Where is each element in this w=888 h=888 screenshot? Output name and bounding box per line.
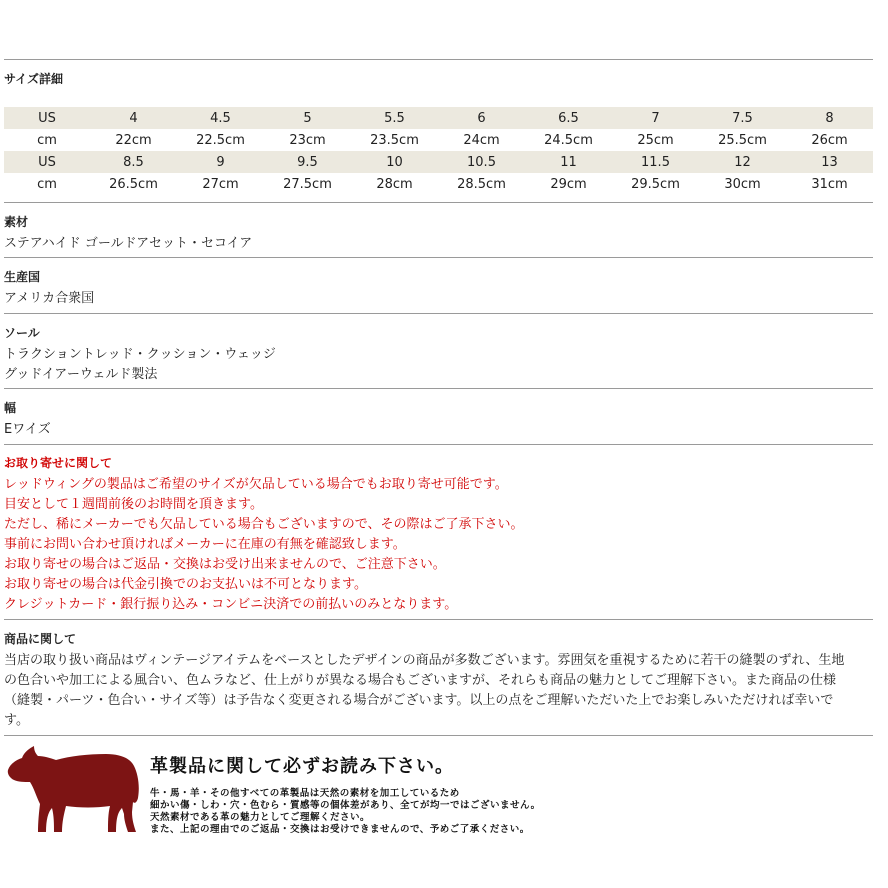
table-cell: 11.5 bbox=[612, 151, 699, 173]
divider bbox=[4, 619, 873, 620]
table-cell: 7.5 bbox=[699, 107, 786, 129]
order-line: お取り寄せの場合はご返品・交換はお受け出来ませんので、ご注意下さい。 bbox=[4, 557, 446, 572]
order-line: ただし、稀にメーカーでも欠品している場合もございますので、その際はご了承下さい。 bbox=[4, 517, 524, 532]
table-cell: 8 bbox=[786, 107, 873, 129]
table-row bbox=[4, 129, 873, 151]
product-line: 当店の取り扱い商品はヴィンテージアイテムをベースとしたデザインの商品が多数ございます。雰囲気を重視するために若干の縫製のずれ、生地 bbox=[4, 653, 845, 668]
table-cell: 9 bbox=[177, 151, 264, 173]
sole-line: グッドイアーウェルド製法 bbox=[4, 367, 158, 382]
table-cell: 27.5cm bbox=[283, 176, 332, 192]
sole-heading: ソール bbox=[4, 326, 40, 340]
table-cell: 4 bbox=[90, 107, 177, 129]
order-line: お取り寄せの場合は代金引換でのお支払いは不可となります。 bbox=[4, 577, 367, 592]
divider bbox=[4, 202, 873, 203]
material-value: ステアハイド ゴールドアセット・セコイア bbox=[4, 236, 253, 251]
table-cell: 26.5cm bbox=[109, 176, 158, 192]
leather-notice-title: 革製品に関して必ずお読み下さい。 bbox=[150, 756, 454, 777]
product-heading: 商品に関して bbox=[4, 632, 77, 646]
table-cell: 13 bbox=[786, 151, 873, 173]
order-line: レッドウィングの製品はご希望のサイズが欠品している場合でもお取り寄せ可能です。 bbox=[4, 477, 508, 492]
origin-value: アメリカ合衆国 bbox=[4, 291, 95, 306]
table-row bbox=[4, 107, 873, 129]
table-cell: 23.5cm bbox=[370, 132, 419, 148]
table-cell: 7 bbox=[612, 107, 699, 129]
leather-notice-line: 牛・馬・羊・その他すべての革製品は天然の素材を加工しているため bbox=[150, 788, 460, 799]
table-cell: 22.5cm bbox=[196, 132, 245, 148]
table-cell: 31cm bbox=[811, 176, 848, 192]
table-cell: 23cm bbox=[289, 132, 326, 148]
table-cell: 24cm bbox=[463, 132, 500, 148]
order-line: 事前にお問い合わせ頂ければメーカーに在庫の有無を確認致します。 bbox=[4, 537, 406, 552]
table-cell: 28cm bbox=[376, 176, 413, 192]
divider bbox=[4, 59, 873, 60]
sole-line: トラクショントレッド・クッション・ウェッジ bbox=[4, 347, 276, 362]
divider bbox=[4, 313, 873, 314]
product-line: の色合いや加工による風合い、色ムラなど、仕上がりが異なる場合もございますが、それらも商品の魅力としてご理解下さい。また商品の仕様 bbox=[4, 673, 837, 688]
order-heading: お取り寄せに関して bbox=[4, 456, 113, 470]
table-cell: 5 bbox=[264, 107, 351, 129]
row-label: US bbox=[4, 107, 90, 129]
divider bbox=[4, 388, 873, 389]
row-label: cm bbox=[37, 132, 57, 148]
table-cell: 11 bbox=[525, 151, 612, 173]
width-value: Eワイズ bbox=[4, 422, 51, 437]
cow-icon bbox=[4, 742, 142, 836]
table-cell: 6 bbox=[438, 107, 525, 129]
table-cell: 6.5 bbox=[525, 107, 612, 129]
table-cell: 27cm bbox=[202, 176, 239, 192]
table-cell: 25cm bbox=[637, 132, 674, 148]
table-cell: 25.5cm bbox=[718, 132, 767, 148]
table-cell: 29cm bbox=[550, 176, 587, 192]
material-heading: 素材 bbox=[4, 215, 29, 229]
table-cell: 10.5 bbox=[438, 151, 525, 173]
size-table bbox=[4, 107, 873, 195]
divider bbox=[4, 735, 873, 736]
product-line: す。 bbox=[4, 713, 29, 728]
table-cell: 28.5cm bbox=[457, 176, 506, 192]
table-cell: 29.5cm bbox=[631, 176, 680, 192]
table-cell: 30cm bbox=[724, 176, 761, 192]
divider bbox=[4, 257, 873, 258]
row-label: cm bbox=[37, 176, 57, 192]
table-row bbox=[4, 173, 873, 195]
leather-notice-line: 天然素材である革の魅力としてご理解ください。 bbox=[150, 812, 371, 823]
origin-heading: 生産国 bbox=[4, 270, 41, 284]
order-line: 目安として１週間前後のお時間を頂きます。 bbox=[4, 497, 263, 512]
table-cell: 10 bbox=[351, 151, 438, 173]
table-cell: 8.5 bbox=[90, 151, 177, 173]
table-cell: 9.5 bbox=[264, 151, 351, 173]
leather-notice-line: また、上記の理由でのご返品・交換はお受けできませんので、予めご了承ください。 bbox=[150, 824, 530, 835]
table-cell: 12 bbox=[699, 151, 786, 173]
divider bbox=[4, 444, 873, 445]
leather-notice-line: 細かい傷・しわ・穴・色むら・質感等の個体差があり、全てが均一ではございません。 bbox=[150, 800, 541, 811]
width-heading: 幅 bbox=[4, 401, 17, 415]
table-cell: 5.5 bbox=[351, 107, 438, 129]
order-line: クレジットカード・銀行振り込み・コンビニ決済での前払いのみとなります。 bbox=[4, 597, 458, 612]
table-cell: 4.5 bbox=[177, 107, 264, 129]
size-detail-heading: サイズ詳細 bbox=[4, 72, 64, 86]
table-cell: 26cm bbox=[811, 132, 848, 148]
row-label: US bbox=[4, 151, 90, 173]
table-cell: 22cm bbox=[115, 132, 152, 148]
table-row bbox=[4, 151, 873, 173]
table-cell: 24.5cm bbox=[544, 132, 593, 148]
product-line: （縫製・パーツ・色合い・サイズ等）は予告なく変更される場合がございます。以上の点をご理解いただいた上でお楽しみいただければ幸いで bbox=[4, 693, 834, 708]
